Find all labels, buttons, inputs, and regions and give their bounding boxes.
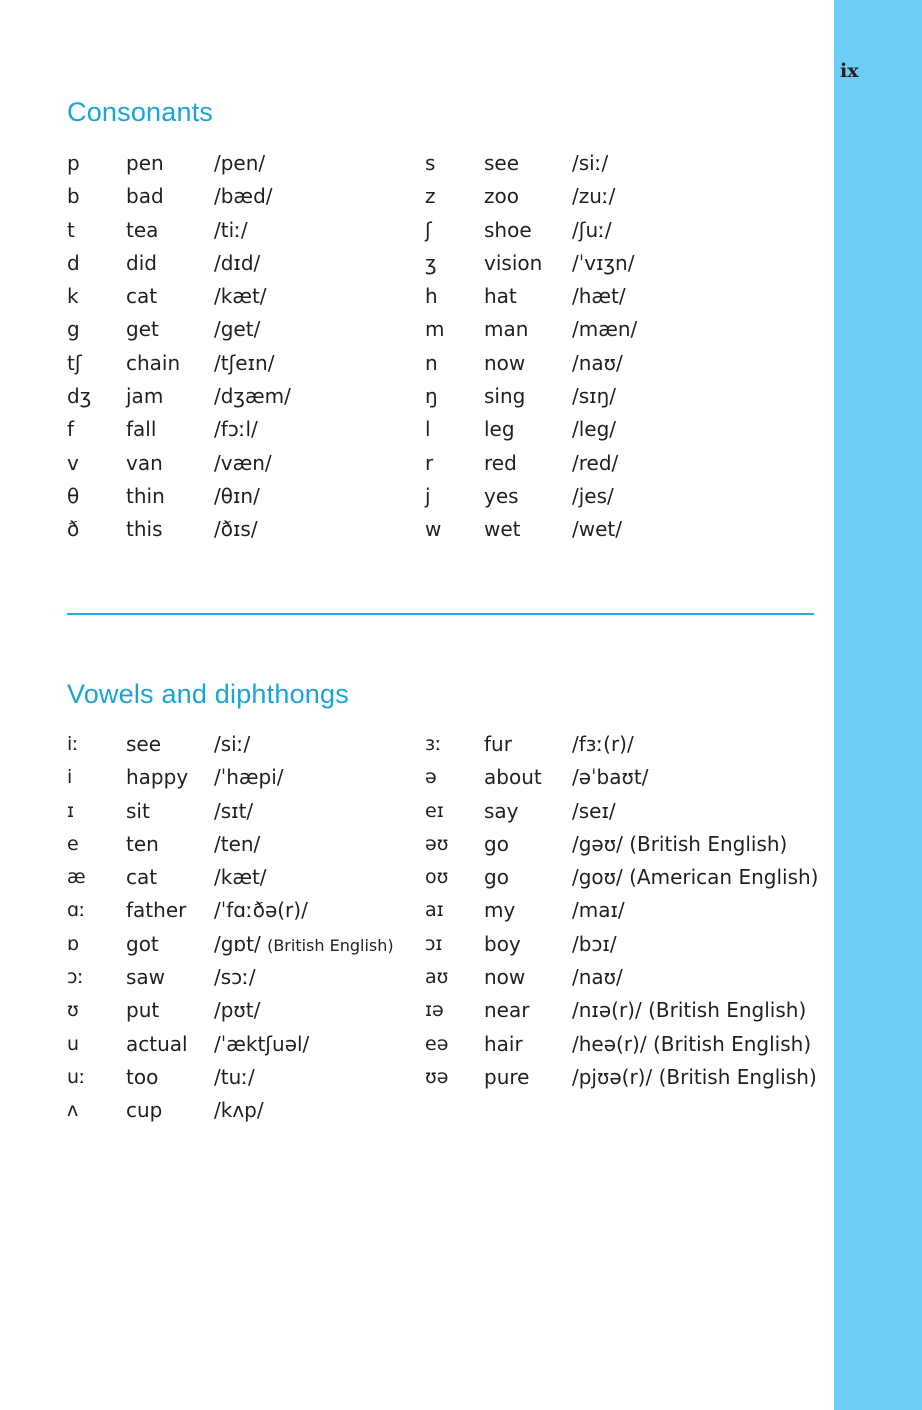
example-word: fall	[126, 417, 157, 442]
ipa-transcription: /ˈvɪʒn/	[572, 250, 635, 275]
example-word: father	[126, 898, 187, 923]
example-word: boy	[484, 931, 521, 956]
phonetic-symbol: tʃ	[67, 350, 82, 375]
ipa-transcription: /fɜː(r)/	[572, 732, 634, 756]
ipa-transcription	[214, 928, 394, 962]
example-word: man	[484, 317, 529, 342]
ipa-transcription: /siː/	[214, 732, 251, 756]
section-divider	[67, 613, 814, 615]
example-word: happy	[126, 765, 189, 790]
page-number: ix	[840, 60, 859, 82]
phonetic-symbol: e	[67, 832, 79, 855]
ipa-transcription: /tʃeɪn/	[214, 350, 275, 375]
example-word: now	[484, 350, 526, 375]
example-word: fur	[484, 732, 512, 756]
ipa-transcription: /sɪŋ/	[572, 384, 617, 409]
phonetic-symbol: ɜː	[425, 733, 442, 755]
ipa-transcription: /sɪt/	[214, 798, 254, 823]
example-word: zoo	[484, 184, 519, 209]
example-word: my	[484, 898, 516, 923]
phonetic-symbol: h	[425, 284, 438, 309]
ipa-transcription: /θɪn/	[214, 483, 260, 508]
phonetic-symbol: n	[425, 350, 438, 375]
ipa-transcription: /kʌp/	[214, 1098, 264, 1123]
phonetic-symbol: g	[67, 317, 80, 342]
ipa-transcription: /sɔː/	[214, 965, 256, 990]
ipa-transcription: /pʊt/	[214, 998, 261, 1023]
example-word: see	[126, 732, 162, 756]
ipa-transcription: /nɪə(r)/ (British English)	[572, 998, 807, 1023]
ipa-transcription: /jes/	[572, 483, 614, 508]
ipa-transcription: /zuː/	[572, 184, 616, 209]
example-word: ten	[126, 831, 159, 856]
example-word: tea	[126, 217, 159, 242]
ipa-transcription: /ˈæktʃuəl/	[214, 1031, 310, 1056]
phonetic-symbol: eə	[425, 1032, 449, 1055]
phonetic-symbol: ŋ	[425, 384, 438, 409]
example-word: leg	[484, 417, 515, 442]
phonetic-symbol: d	[67, 250, 80, 275]
example-word: go	[484, 831, 509, 856]
phonetic-symbol: i	[67, 766, 73, 789]
example-word: red	[484, 450, 517, 475]
phonetic-symbol: dʒ	[67, 384, 92, 409]
phonetic-symbol: iː	[67, 733, 79, 755]
phonetic-symbol: u	[67, 1032, 80, 1055]
phonetic-symbol: j	[425, 483, 431, 508]
ipa-transcription: /get/	[214, 317, 261, 342]
ipa-transcription: /naʊ/	[572, 965, 623, 990]
example-word: chain	[126, 350, 181, 375]
ipa-transcription: /siː/	[572, 151, 609, 175]
ipa-transcription: /red/	[572, 450, 619, 475]
example-word: actual	[126, 1031, 188, 1056]
phonetic-symbol: ʒ	[425, 250, 437, 275]
phonetic-symbol: θ	[67, 483, 80, 508]
ipa-transcription: /gəʊ/ (British English)	[572, 831, 788, 856]
ipa-transcription: /seɪ/	[572, 798, 616, 823]
example-word: did	[126, 250, 157, 275]
phonetic-symbol: ʌ	[67, 1099, 79, 1122]
example-word: bad	[126, 184, 164, 209]
phonetic-symbol: ə	[425, 766, 437, 789]
phonetic-symbol: p	[67, 151, 80, 175]
phonetic-symbol: ɔː	[67, 966, 84, 989]
ipa-transcription: /naʊ/	[572, 350, 623, 375]
ipa-transcription: /wet/	[572, 517, 622, 542]
ipa-transcription: /bɔɪ/	[572, 931, 617, 956]
example-word: get	[126, 317, 159, 342]
example-word: vision	[484, 250, 543, 275]
ipa-transcription: /leg/	[572, 417, 617, 442]
phonetic-symbol: ð	[67, 517, 80, 542]
example-word: about	[484, 765, 542, 790]
example-word: yes	[484, 483, 519, 508]
phonetic-symbol: oʊ	[425, 866, 449, 889]
ipa-transcription: /tuː/	[214, 1064, 255, 1089]
phonetic-symbol: eɪ	[425, 799, 444, 822]
example-word: jam	[126, 384, 164, 409]
example-word: go	[484, 865, 509, 890]
ipa-transcription: /tiː/	[214, 217, 248, 242]
phonetic-symbol: s	[425, 151, 436, 175]
ipa-transcription: /pen/	[214, 151, 266, 175]
phonetic-symbol: ɔɪ	[425, 932, 443, 955]
ipa-transcription: /dɪd/	[214, 250, 261, 275]
example-word: thin	[126, 483, 165, 508]
phonetic-symbol: l	[425, 417, 431, 442]
example-word: got	[126, 931, 159, 956]
example-word: too	[126, 1064, 159, 1089]
phonetic-symbol: m	[425, 317, 445, 342]
phonetic-symbol: əʊ	[425, 832, 449, 855]
example-word: sing	[484, 384, 526, 409]
example-word: hat	[484, 284, 517, 309]
ipa-transcription: /pjʊə(r)/ (British English)	[572, 1064, 817, 1089]
phonetic-symbol: ʊ	[67, 999, 79, 1022]
ipa-transcription: /mæn/	[572, 317, 638, 342]
ipa-transcription: /maɪ/	[572, 898, 625, 923]
ipa-transcription: /fɔːl/	[214, 417, 258, 442]
vowels-heading: Vowels and diphthongs	[67, 679, 349, 709]
example-word: pure	[484, 1064, 530, 1089]
phonetic-symbol: v	[67, 450, 79, 475]
usage-note: (British English)	[267, 935, 394, 955]
phonetic-symbol: k	[67, 284, 79, 309]
phonetic-symbol: z	[425, 184, 436, 209]
phonetic-symbol: aɪ	[425, 899, 444, 922]
phonetic-symbol: w	[425, 517, 442, 542]
ipa-transcription: /bæd/	[214, 184, 273, 209]
example-word: now	[484, 965, 526, 990]
example-word: near	[484, 998, 530, 1023]
example-word: sit	[126, 798, 150, 823]
ipa-transcription: /ten/	[214, 831, 261, 856]
side-color-band	[834, 0, 922, 1410]
example-word: saw	[126, 965, 166, 990]
phonetic-symbol: æ	[67, 866, 86, 889]
phonetic-symbol: ɪ	[67, 799, 75, 822]
example-word: van	[126, 450, 163, 475]
phonetic-symbol: ɪə	[425, 999, 444, 1022]
phonetic-symbol: uː	[67, 1065, 86, 1088]
example-word: wet	[484, 517, 521, 542]
ipa-text: /gɒt/	[214, 931, 261, 956]
ipa-transcription: /dʒæm/	[214, 384, 291, 409]
example-word: say	[484, 798, 519, 823]
phonetic-symbol: ɑː	[67, 899, 86, 922]
consonants-heading: Consonants	[67, 97, 214, 127]
phonetic-symbol: r	[425, 450, 434, 475]
ipa-transcription: /əˈbaʊt/	[572, 765, 649, 790]
phonetic-symbol: ɒ	[67, 932, 80, 955]
example-word: this	[126, 517, 163, 542]
example-word: see	[484, 151, 520, 175]
phonetic-symbol: aʊ	[425, 966, 449, 989]
example-word: cat	[126, 865, 158, 890]
ipa-transcription: /ˈhæpi/	[214, 765, 284, 790]
example-word: hair	[484, 1031, 523, 1056]
example-word: cat	[126, 284, 158, 309]
phonetic-symbol: t	[67, 217, 75, 242]
example-word: put	[126, 998, 160, 1023]
ipa-transcription: /kæt/	[214, 284, 267, 309]
ipa-transcription: /ʃuː/	[572, 217, 612, 242]
ipa-transcription: /kæt/	[214, 865, 267, 890]
ipa-transcription: /heə(r)/ (British English)	[572, 1031, 812, 1056]
example-word: cup	[126, 1098, 163, 1123]
example-word: pen	[126, 151, 164, 175]
ipa-transcription: /væn/	[214, 450, 272, 475]
phonetic-symbol: b	[67, 184, 80, 209]
ipa-transcription: /goʊ/ (American English)	[572, 865, 819, 890]
ipa-transcription: /ˈfɑːðə(r)/	[214, 898, 308, 923]
ipa-transcription: /ðɪs/	[214, 517, 258, 542]
example-word: shoe	[484, 217, 532, 242]
ipa-transcription: /hæt/	[572, 284, 626, 309]
phonetic-symbol: ʊə	[425, 1065, 449, 1088]
phonetic-symbol: ʃ	[425, 217, 432, 242]
phonetic-symbol: f	[67, 417, 75, 442]
